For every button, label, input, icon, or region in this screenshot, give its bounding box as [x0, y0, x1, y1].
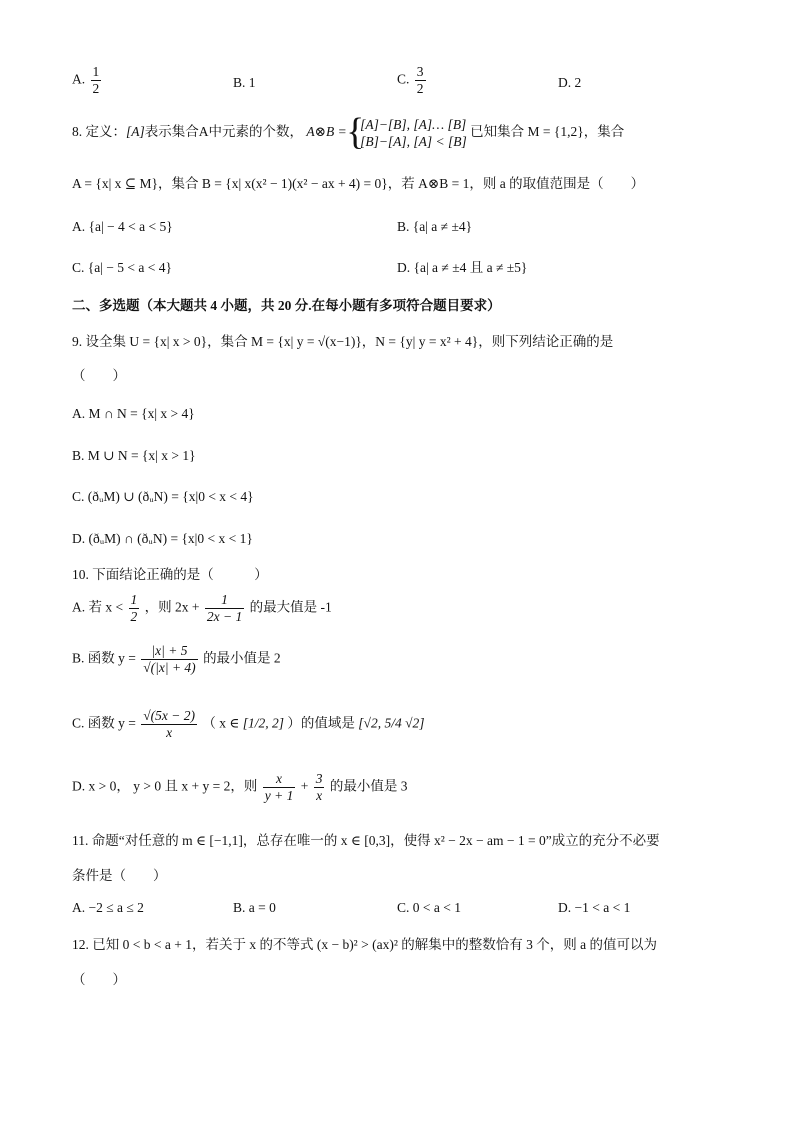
q10-option-d: D. x > 0， y > 0 且 x + y = 2，则 $\frac{x}{y + 1}$ + $\frac{3}{x}$ 的最小值是 3 [72, 771, 408, 803]
q7-option-a-fraction: $\frac{1}{2}$ [92, 64, 100, 96]
q8-option-d: D. {a| a ≠ ±4 且 a ≠ ±5} [397, 260, 528, 275]
q11-option-c: C. 0 < a < 1 [397, 900, 461, 915]
q8-set-size: [A] [126, 124, 145, 140]
q11-option-a: A. −2 ≤ a ≤ 2 [72, 900, 144, 915]
q11-option-d: D. −1 < a < 1 [558, 900, 631, 915]
q8-option-b: B. {a| a ≠ ±4} [397, 219, 473, 234]
q9-option-a: A. M ∩ N = {x| x > 4} [72, 406, 195, 421]
q11-stem-2: 条件是（ ） [72, 868, 167, 883]
q7-option-b: B. 1 [233, 75, 256, 90]
q8-piecewise: { [A]−[B], [A]… [B] [B]−[A], [A] < [B] [350, 116, 467, 150]
q7-option-d: D. 2 [558, 75, 582, 90]
q11-stem: 11. 命题“对任意的 m ∈ [−1,1]，总存在唯一的 x ∈ [0,3]，使得 x² − 2x − am − 1 = 0”成立的充分不必要 [72, 833, 660, 848]
q8-prefix: 8. 定义： [72, 124, 126, 140]
q7-option-c-label: C. [397, 71, 410, 87]
q9-stem: 9. 设全集 U = {x| x > 0}，集合 M = {x| y = √(x−1)}，N = {y| y = x² + 4}，则下列结论正确的是 [72, 334, 614, 349]
q10-stem: 10. 下面结论正确的是（ ） [72, 567, 268, 582]
q8-operator: A⊗B = [306, 124, 347, 140]
q8-stem-line1 [72, 116, 624, 150]
q9-option-c: C. (ðᵤM) ∪ (ðᵤN) = {x|0 < x < 4} [72, 489, 254, 504]
q8-stem-line2: A = {x| x ⊆ M}，集合 B = {x| x(x² − 1)(x² − ax + 4) = 0}，若 A⊗B = 1，则 a 的取值范围是（ ） [72, 176, 645, 191]
q8-option-a: A. {a| − 4 < a < 5} [72, 219, 173, 234]
q7-option-c-fraction: $\frac{3}{2}$ [416, 64, 424, 96]
q9-paren: （ ） [72, 368, 126, 383]
q9-option-b: B. M ∪ N = {x| x > 1} [72, 448, 196, 463]
q11-option-b: B. a = 0 [233, 900, 276, 915]
q7-option-a [72, 64, 103, 97]
q8-option-c: C. {a| − 5 < a < 4} [72, 260, 172, 275]
q10-option-c: C. 函数 y = $\frac{√(5x - 2)}{x}$ （ x ∈ [1/2, 2] ）的值域是 [√2, 5/4 √2] [72, 708, 425, 740]
q7-option-a-label: A. [72, 71, 86, 87]
q10-option-b: B. 函数 y = $\frac{|x| + 5}{√(|x| + 4)}$ 的最小值是 2 [72, 643, 281, 675]
q8-given-set: 已知集合 M = {1,2}，集合 [470, 124, 625, 140]
q8-def-text: 表示集合A中元素的个数， [144, 124, 304, 140]
q10-option-a: A. 若 x < $\frac{1}{2}$ ，则 2x + $\frac{1}{2x - 1}$ 的最大值是 -1 [72, 592, 332, 624]
q12-stem: 12. 已知 0 < b < a + 1，若关于 x 的不等式 (x − b)² > (ax)² 的解集中的整数恰有 3 个，则 a 的值可以为 [72, 937, 657, 952]
q9-option-d: D. (ðᵤM) ∩ (ðᵤN) = {x|0 < x < 1} [72, 531, 253, 546]
q7-option-c [397, 64, 428, 97]
q12-paren: （ ） [72, 972, 126, 987]
section-heading: 二、多选题（本大题共 4 小题，共 20 分.在每小题有多项符合题目要求） [72, 298, 501, 313]
